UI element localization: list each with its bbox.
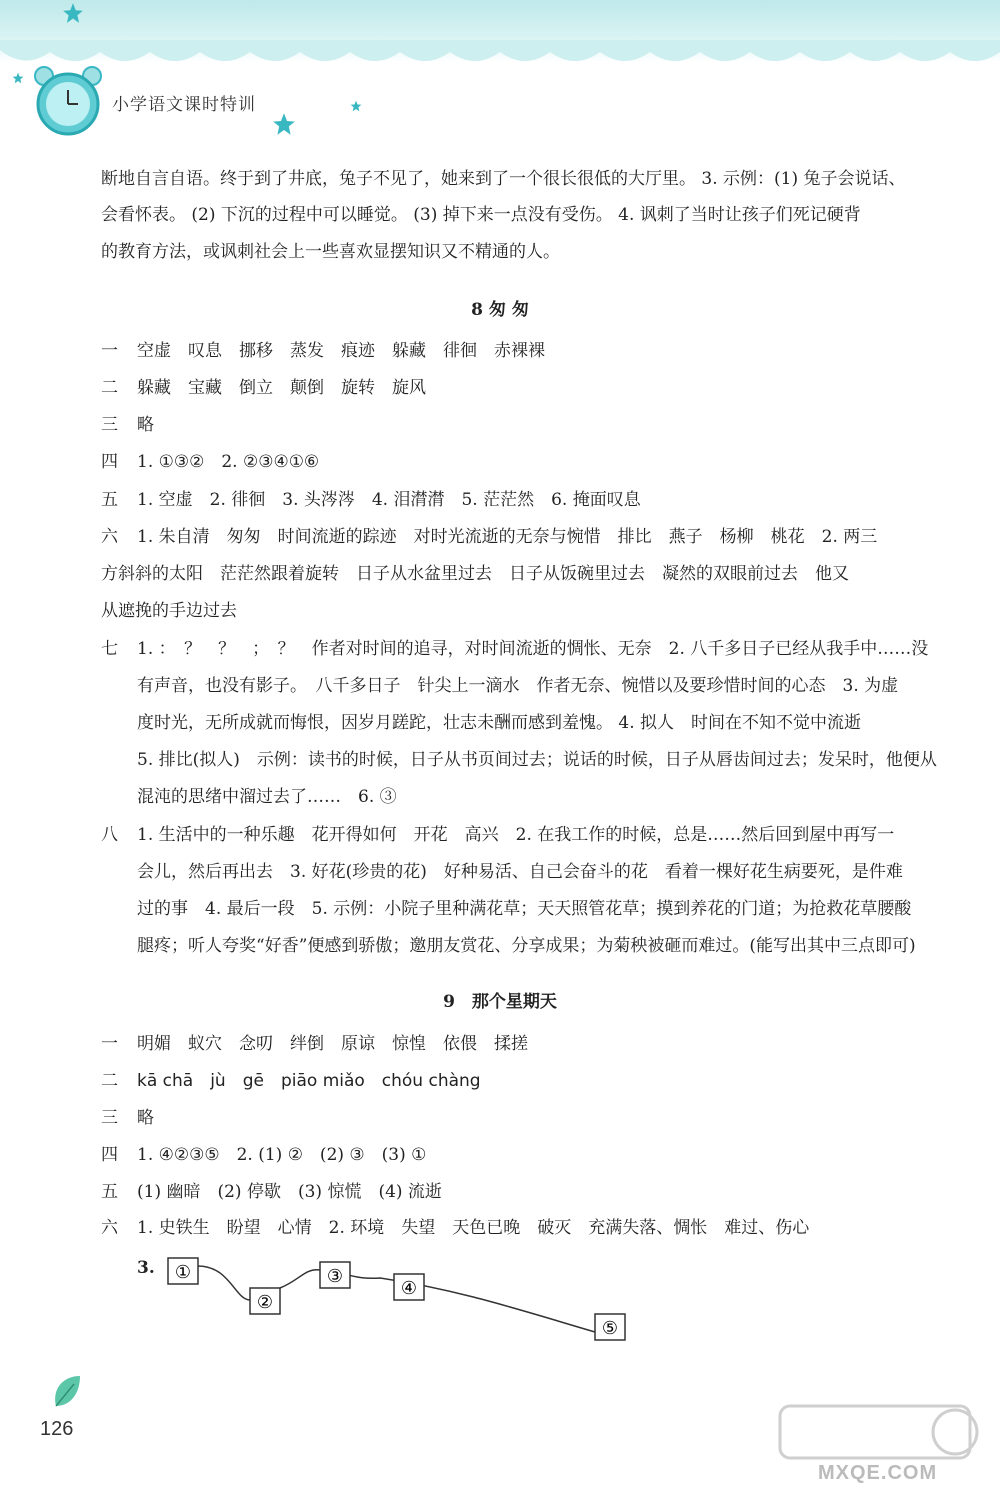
node-label: ④ <box>400 1278 418 1299</box>
diagram-node <box>168 1258 198 1284</box>
item-mark: 六 <box>101 1218 118 1238</box>
answer-item <box>101 1069 481 1093</box>
answer-item <box>101 637 928 661</box>
item-mark: 二 <box>101 378 118 398</box>
answer-item <box>101 525 877 549</box>
item-mark: 一 <box>101 1034 118 1054</box>
text-line: 会儿，然后再出去 3. 好花(珍贵的花) 好种易活、自己会奋斗的花 看着一棵好花生病要死，是件难 <box>137 862 903 882</box>
item-text: (1) 幽暗 (2) 停歇 (3) 惊慌 (4) 流逝 <box>137 1182 442 1202</box>
section-title: 9 那个星期天 <box>443 992 557 1012</box>
diagram-label: 3. <box>137 1258 155 1278</box>
answer-item <box>101 823 894 847</box>
book-title: 小学语文课时特训 <box>112 95 256 115</box>
item-mark: 四 <box>101 452 118 472</box>
item-mark: 五 <box>101 1182 118 1202</box>
answer-item <box>101 376 426 400</box>
item-text: 略 <box>137 1108 154 1128</box>
answer-item <box>101 1106 154 1130</box>
diagram-node <box>394 1274 424 1300</box>
item-text: 1. 生活中的一种乐趣 花开得如何 开花 高兴 2. 在我工作的时候，总是……然后回到屋中再写一 <box>137 825 895 845</box>
node-label: ② <box>256 1292 274 1313</box>
text-line: 方斜斜的太阳 茫茫然跟着旋转 日子从水盆里过去 日子从饭碗里过去 凝然的双眼前过去 他又 <box>101 564 849 584</box>
item-mark: 三 <box>101 1108 118 1128</box>
answer-item <box>101 1180 442 1204</box>
text-line: 腿疼；听人夸奖“好香”便感到骄傲；邀朋友赏花、分享成果；为菊秧被砸而难过。(能写出其中三点即可) <box>137 936 916 956</box>
diagram-node <box>250 1288 280 1314</box>
item-text: 1. ： ？ ？ ； ？ 作者对时间的追寻，对时间流逝的惆怅、无奈 2. 八千多日子已经从我手中……没 <box>137 639 929 659</box>
item-text: 空虚 叹息 挪移 蒸发 痕迹 躲藏 徘徊 赤裸裸 <box>137 341 545 361</box>
node-label: ⑤ <box>601 1318 619 1339</box>
item-mark: 三 <box>101 415 118 435</box>
item-mark: 一 <box>101 341 118 361</box>
item-text: 1. 空虚 2. 徘徊 3. 头涔涔 4. 泪潸潸 5. 茫茫然 6. 掩面叹息 <box>137 490 641 510</box>
item-mark: 七 <box>101 639 118 659</box>
text-line: 从遮挽的手边过去 <box>101 601 237 621</box>
leaf-icon <box>50 1372 84 1412</box>
item-mark: 六 <box>101 527 118 547</box>
item-text: kā chā jù gē piāo miǎo chóu chàng <box>137 1071 481 1091</box>
item-text: 1. 朱自清 匆匆 时间流逝的踪迹 对时光流逝的无奈与惋惜 排比 燕子 杨柳 桃花 2. 两三 <box>137 527 878 547</box>
node-label: ③ <box>326 1266 344 1287</box>
text-line: 混沌的思绪中溜过去了…… 6. ③ <box>137 787 397 807</box>
answer-item <box>101 488 641 512</box>
answer-item <box>101 1143 426 1167</box>
text-line: 度时光，无所成就而悔恨，因岁月蹉跎，壮志未酬而感到羞愧。 4. 拟人 时间在不知不觉中流逝 <box>137 713 862 733</box>
answer-item <box>101 1032 528 1056</box>
text-line: 过的事 4. 最后一段 5. 示例：小院子里种满花草；天天照管花草；摸到养花的门道；为抢救花草腰酸 <box>137 899 912 919</box>
item-mark: 八 <box>101 825 118 845</box>
section-title: 8 匆 匆 <box>471 300 529 320</box>
answer-item <box>101 450 319 474</box>
watermark-url: MXQE.COM <box>818 1462 938 1484</box>
item-text: 略 <box>137 415 154 435</box>
item-text: 1. ④②③⑤ 2. (1) ② (2) ③ (3) ① <box>137 1145 427 1165</box>
diagram-node <box>320 1262 350 1288</box>
answer-item <box>101 413 154 437</box>
item-text: 1. ①③② 2. ②③④①⑥ <box>137 452 320 472</box>
answer-item <box>101 339 545 363</box>
text-line: 断地自言自语。终于到了井底，兔子不见了，她来到了一个很长很低的大厅里。 3. 示例：(1) 兔子会说话、 <box>101 169 906 189</box>
text-line: 有声音，也没有影子。 八千多日子 针尖上一滴水 作者无奈、惋惜以及要珍惜时间的心态 3. 为虚 <box>137 676 899 696</box>
item-text: 1. 史铁生 盼望 心情 2. 环境 失望 天色已晚 破灭 充满失落、惆怅 难过、伤心 <box>137 1218 810 1238</box>
item-mark: 五 <box>101 490 118 510</box>
answer-item <box>101 1216 809 1240</box>
item-mark: 四 <box>101 1145 118 1165</box>
page-number: 126 <box>40 1418 74 1440</box>
node-label: ① <box>174 1262 192 1283</box>
item-text: 明媚 蚁穴 念叨 绊倒 原谅 惊惶 依偎 揉搓 <box>137 1034 528 1054</box>
diagram-node <box>595 1314 625 1340</box>
plot-diagram <box>140 1250 660 1350</box>
text-line: 会看怀表。 (2) 下沉的过程中可以睡觉。 (3) 掉下来一点没有受伤。 4. 讽刺了当时让孩子们死记硬背 <box>101 205 861 225</box>
text-line: 5. 排比(拟人) 示例：读书的时候，日子从书页间过去；说话的时候，日子从唇齿间过去；发呆时，他便从 <box>137 750 937 770</box>
item-text: 躲藏 宝藏 倒立 颠倒 旋转 旋风 <box>137 378 426 398</box>
text-line: 的教育方法，或讽刺社会上一些喜欢显摆知识又不精通的人。 <box>101 242 560 262</box>
item-mark: 二 <box>101 1071 118 1091</box>
